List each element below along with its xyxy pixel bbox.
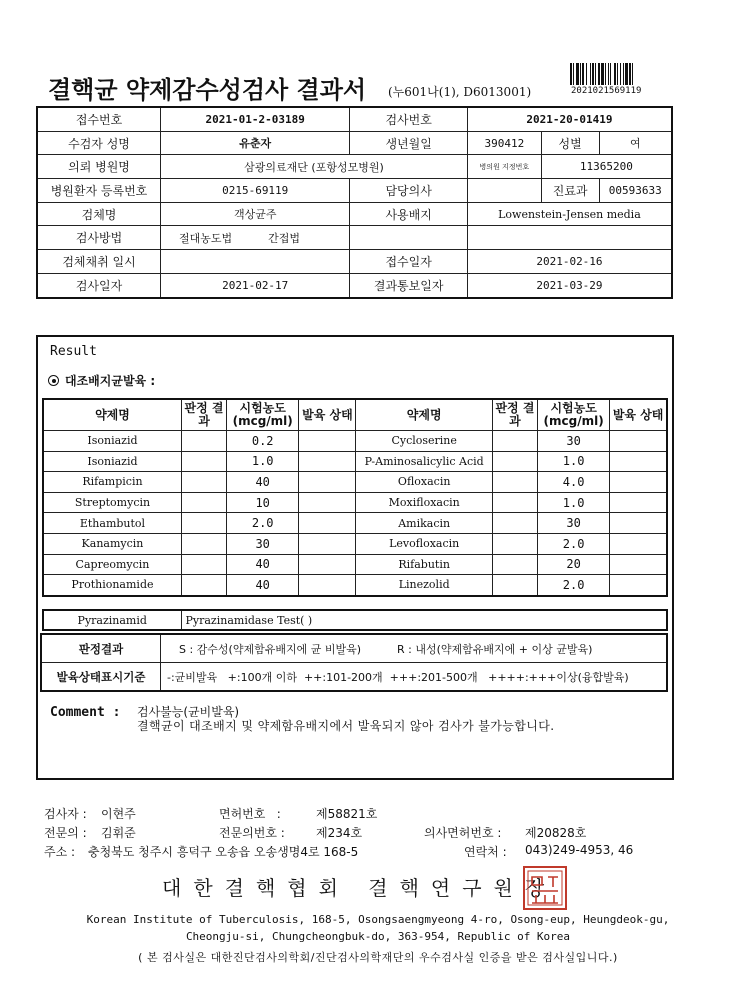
concentration-right: 20 xyxy=(538,554,610,575)
control-growth-label xyxy=(48,372,155,389)
institute-address-line-2: Cheongju-si, Chungcheongbuk-do, 363-954, Republic of Korea xyxy=(185,930,571,943)
info-label: 접수일자 xyxy=(350,250,468,274)
drug-name-left: Isoniazid xyxy=(43,431,181,452)
judgement-right xyxy=(492,513,537,534)
result-label: Result xyxy=(50,344,97,359)
drug-row xyxy=(43,431,667,452)
contact-label: 연락처 : xyxy=(464,845,507,859)
barcode-bar xyxy=(620,63,621,85)
doctor-license-label: 의사면허번호 : xyxy=(424,826,502,840)
judgement-s: S : 감수성(약제함유배지에 균 비발육) xyxy=(179,642,362,656)
info-value xyxy=(467,226,672,250)
drug-name-right: Ofloxacin xyxy=(356,472,492,493)
tester-name: 이현주 xyxy=(101,807,136,821)
specialist-number-label: 전문의번호 : xyxy=(219,826,285,840)
drug-row xyxy=(43,533,667,554)
judgement-legend-value xyxy=(161,634,668,663)
growth-left xyxy=(299,533,356,554)
info-label: 의뢰 병원명 xyxy=(37,155,161,179)
judgement-left xyxy=(181,554,226,575)
info-label: 수검자 성명 xyxy=(37,131,161,155)
info-value: 2021-20-01419 xyxy=(467,107,672,131)
growth-left xyxy=(299,431,356,452)
tester-label: 검사자 : xyxy=(44,807,87,821)
drug-name-right: Amikacin xyxy=(356,513,492,534)
drug-name-left: Rifampicin xyxy=(43,472,181,493)
growth-legend-label: 발육상태표시기준 xyxy=(41,663,161,692)
judgement-left xyxy=(181,472,226,493)
drug-name-left: Isoniazid xyxy=(43,451,181,472)
info-label: 진료과 xyxy=(541,179,599,203)
official-seal-stamp xyxy=(522,865,568,911)
barcode-bar xyxy=(573,63,574,85)
drug-row xyxy=(43,575,667,596)
barcode-bar xyxy=(629,63,631,85)
barcode-bar xyxy=(570,63,572,85)
info-value xyxy=(161,250,350,274)
header-drug: 약제명 xyxy=(43,399,181,431)
concentration-left: 2.0 xyxy=(227,513,299,534)
address-value: 충청북도 청주시 흥덕구 오송읍 오송생명4로 168-5 xyxy=(88,845,359,859)
drug-name-right: Cycloserine xyxy=(356,431,492,452)
pyrazinamide-name: Pyrazinamid xyxy=(43,610,181,630)
concentration-right: 30 xyxy=(538,513,610,534)
judgement-right xyxy=(492,472,537,493)
info-label: 생년월일 xyxy=(350,131,468,155)
drug-row xyxy=(43,554,667,575)
method-absolute: 절대농도법 xyxy=(179,231,233,245)
method-indirect: 간접법 xyxy=(268,231,301,245)
growth-right xyxy=(610,533,667,554)
info-label: 검체채취 일시 xyxy=(37,250,161,274)
info-value: 여 xyxy=(599,131,672,155)
judgement-right xyxy=(492,451,537,472)
contact-value: 043)249-4953, 46 xyxy=(525,843,634,857)
barcode-bar xyxy=(608,63,609,85)
info-row xyxy=(37,107,672,131)
header-concentration: 시험농도 (mcg/ml) xyxy=(538,399,610,431)
growth-right xyxy=(610,472,667,493)
header-growth: 발육 상태 xyxy=(610,399,667,431)
pyrazinamide-row xyxy=(43,610,667,630)
comment-line-2: 결핵균이 대조배지 및 약제함유배지에서 발육되지 않아 검사가 불가능합니다. xyxy=(137,719,555,733)
concentration-left: 40 xyxy=(227,554,299,575)
drug-row xyxy=(43,492,667,513)
barcode-bar xyxy=(576,63,579,85)
drug-row xyxy=(43,451,667,472)
judgement-right xyxy=(492,533,537,554)
info-value: 2021-03-29 xyxy=(467,273,672,297)
concentration-left: 30 xyxy=(227,533,299,554)
growth-left xyxy=(299,492,356,513)
barcode-bar xyxy=(605,63,606,85)
drug-name-right: P-Aminosalicylic Acid xyxy=(356,451,492,472)
info-label: 병원환자 등록번호 xyxy=(37,179,161,203)
growth-left xyxy=(299,451,356,472)
concentration-right: 30 xyxy=(538,431,610,452)
comment-label: Comment : xyxy=(50,705,121,720)
concentration-right: 2.0 xyxy=(538,533,610,554)
growth-left xyxy=(299,513,356,534)
barcode-bar xyxy=(595,63,596,85)
address-label: 주소 : xyxy=(44,845,76,859)
header-growth: 발육 상태 xyxy=(299,399,356,431)
judgement-r: R : 내성(약제함유배지에 + 이상 균발육) xyxy=(397,642,593,656)
concentration-left: 1.0 xyxy=(227,451,299,472)
barcode-bar xyxy=(582,63,584,85)
info-label: 접수번호 xyxy=(37,107,161,131)
drug-table-header xyxy=(43,399,667,431)
info-value: 2021-02-16 xyxy=(467,250,672,274)
specialist-label: 전문의 : xyxy=(44,826,87,840)
judgement-left xyxy=(181,431,226,452)
info-row xyxy=(37,155,672,179)
growth-right xyxy=(610,431,667,452)
growth-right xyxy=(610,554,667,575)
barcode-bar xyxy=(614,63,616,85)
judgement-right xyxy=(492,431,537,452)
judgement-left xyxy=(181,513,226,534)
drug-name-left: Capreomycin xyxy=(43,554,181,575)
drug-susceptibility-table xyxy=(42,398,668,597)
concentration-right: 1.0 xyxy=(538,492,610,513)
drug-name-right: Rifabutin xyxy=(356,554,492,575)
concentration-right: 1.0 xyxy=(538,451,610,472)
concentration-left: 40 xyxy=(227,472,299,493)
institute-address-line-1: Korean Institute of Tuberculosis, 168-5, Osongsaengmyeong 4-ro, Osong-eup, Heungdeok-gu, xyxy=(86,913,670,926)
drug-name-left: Prothionamide xyxy=(43,575,181,596)
barcode-bar xyxy=(598,63,600,85)
drug-name-left: Streptomycin xyxy=(43,492,181,513)
drug-name-right: Linezolid xyxy=(356,575,492,596)
drug-row xyxy=(43,513,667,534)
barcode-bar xyxy=(632,63,633,85)
judgement-right xyxy=(492,492,537,513)
concentration-left: 0.2 xyxy=(227,431,299,452)
info-row xyxy=(37,179,672,203)
growth-legend-value: -:균비발육 +:100개 이하 ++:101-200개 +++:201-500개 ++++:+++이상(융합발육) xyxy=(161,663,668,692)
judgement-left xyxy=(181,575,226,596)
growth-left xyxy=(299,575,356,596)
legend-table xyxy=(40,633,668,692)
growth-right xyxy=(610,451,667,472)
info-label: 검사방법 xyxy=(37,226,161,250)
document-subtitle: (누601나(1), D6013001) xyxy=(388,85,532,99)
info-value: 유춘자 xyxy=(161,131,350,155)
barcode xyxy=(570,63,658,85)
header-judgement: 판정 결과 xyxy=(181,399,226,431)
barcode-bar xyxy=(580,63,581,85)
drug-name-right: Moxifloxacin xyxy=(356,492,492,513)
info-label: 담당의사 xyxy=(350,179,468,203)
growth-legend-row xyxy=(41,663,667,692)
info-value: Lowenstein-Jensen media xyxy=(467,202,672,226)
info-label: 검사번호 xyxy=(350,107,468,131)
barcode-bar xyxy=(610,63,611,85)
specialist-number: 제234호 xyxy=(316,826,363,840)
info-label: 병의원 지정번호 xyxy=(467,155,541,179)
certification-note: ( 본 검사실은 대한진단검사의학회/진단검사의학재단의 우수검사실 인증을 받은 검사실입니다.) xyxy=(138,951,618,964)
doctor-license-number: 제20828호 xyxy=(525,826,587,840)
info-value: 2021-02-17 xyxy=(161,273,350,297)
license-number: 제58821호 xyxy=(316,807,378,821)
barcode-number: 2021021569119 xyxy=(571,86,642,96)
concentration-left: 10 xyxy=(227,492,299,513)
barcode-bar xyxy=(586,63,587,85)
growth-right xyxy=(610,575,667,596)
control-growth-text: 대조배지균발육 : xyxy=(65,374,156,388)
barcode-bar xyxy=(623,63,624,85)
document-title: 결핵균 약제감수성검사 결과서 xyxy=(48,75,367,104)
barcode-bar xyxy=(625,63,628,85)
info-row xyxy=(37,131,672,155)
info-label: 사용배지 xyxy=(350,202,468,226)
info-value: 11365200 xyxy=(541,155,672,179)
header-drug: 약제명 xyxy=(356,399,492,431)
concentration-left: 40 xyxy=(227,575,299,596)
license-label: 면허번호 : xyxy=(219,807,281,821)
info-label: 결과통보일자 xyxy=(350,273,468,297)
info-value: 00593633 xyxy=(599,179,672,203)
info-value: 390412 xyxy=(467,131,541,155)
barcode-bar xyxy=(590,63,591,85)
info-row xyxy=(37,202,672,226)
barcode-bar xyxy=(601,63,604,85)
header-concentration: 시험농도 (mcg/ml) xyxy=(227,399,299,431)
barcode-bar xyxy=(617,63,618,85)
pyrazinamidase-test: Pyrazinamidase Test( ) xyxy=(181,610,667,630)
growth-left xyxy=(299,554,356,575)
barcode-bar xyxy=(592,63,594,85)
info-value: 2021-01-2-03189 xyxy=(161,107,350,131)
patient-info-table xyxy=(36,106,673,299)
pyrazinamide-table xyxy=(42,609,668,631)
info-row xyxy=(37,226,672,250)
info-value xyxy=(161,226,350,250)
growth-right xyxy=(610,492,667,513)
institute-name: 대한결핵협회 결핵연구원장 xyxy=(162,876,557,900)
concentration-right: 4.0 xyxy=(538,472,610,493)
drug-row xyxy=(43,472,667,493)
growth-right xyxy=(610,513,667,534)
drug-name-right: Levofloxacin xyxy=(356,533,492,554)
drug-name-left: Ethambutol xyxy=(43,513,181,534)
specialist-name: 김휘준 xyxy=(101,826,136,840)
info-value: 0215-69119 xyxy=(161,179,350,203)
info-value: 객상균주 xyxy=(161,202,350,226)
judgement-right xyxy=(492,575,537,596)
info-label: 검사일자 xyxy=(37,273,161,297)
info-value xyxy=(350,226,468,250)
info-label: 검체명 xyxy=(37,202,161,226)
judgement-legend-row xyxy=(41,634,667,663)
info-label: 성별 xyxy=(541,131,599,155)
comment-line-1: 검사불능(균비발육) xyxy=(137,705,240,719)
info-value: 삼광의료재단 (포항성모병원) xyxy=(161,155,468,179)
judgement-left xyxy=(181,533,226,554)
judgement-legend-label: 판정결과 xyxy=(41,634,161,663)
drug-name-left: Kanamycin xyxy=(43,533,181,554)
growth-left xyxy=(299,472,356,493)
bullseye-icon xyxy=(48,375,59,386)
info-row xyxy=(37,273,672,297)
concentration-right: 2.0 xyxy=(538,575,610,596)
judgement-right xyxy=(492,554,537,575)
judgement-left xyxy=(181,492,226,513)
info-value xyxy=(467,179,541,203)
judgement-left xyxy=(181,451,226,472)
header-judgement: 판정 결과 xyxy=(492,399,537,431)
info-row xyxy=(37,250,672,274)
